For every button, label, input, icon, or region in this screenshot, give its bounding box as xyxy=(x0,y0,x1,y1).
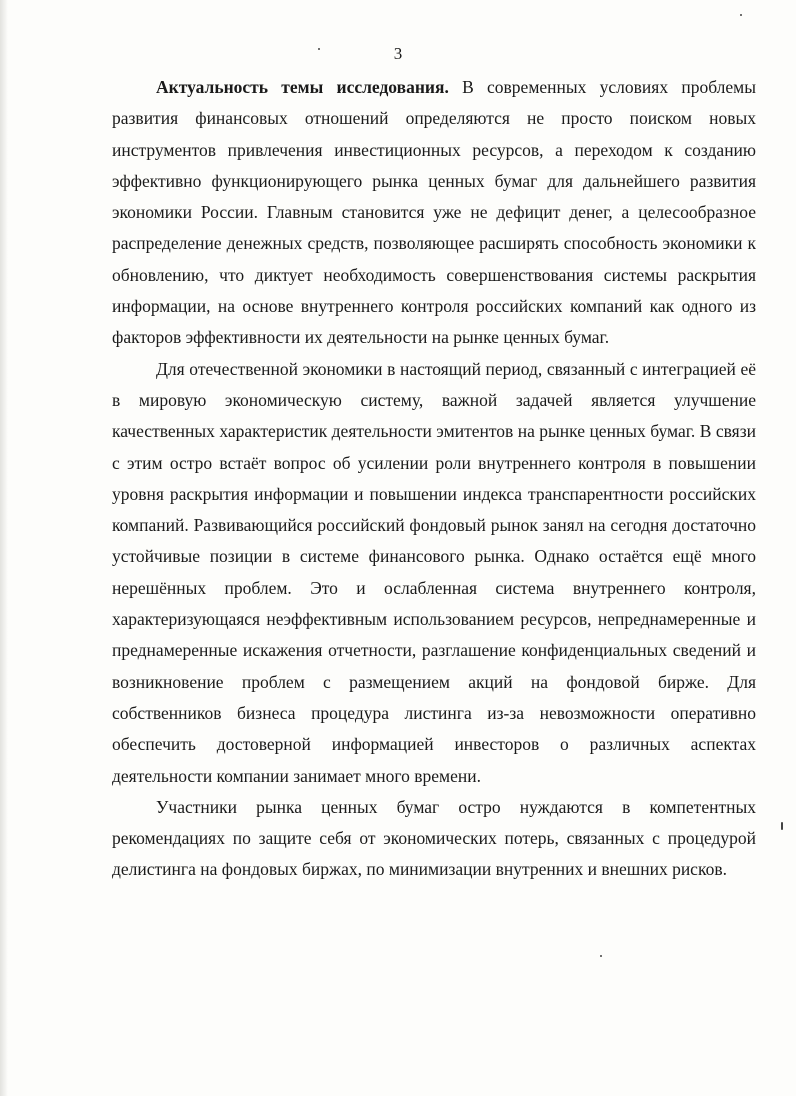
scan-speck xyxy=(600,955,602,957)
scan-edge-shadow xyxy=(0,0,8,1096)
paragraph-domestic-economy: Для отечественной экономики в настоящий период, связанный с интеграцией её в мировую экономическую систему, важной задачей является улучшение качественных характеристик деятельности эмитентов на рынке ценных бумаг. В связи с этим остро встаёт вопрос об усилении роли внутреннего контроля в повышении уровня раскрытия информации и повышении индекса транспарентности российских компаний. Развивающийся российский фондовый рынок занял на сегодня достаточно устойчивые позиции в системе финансового рынка. Однако остаётся ещё много нерешённых проблем. Это и ослабленная система внутреннего контроля, характеризующаяся неэффективным использованием ресурсов, непреднамеренные и преднамеренные искажения отчетности, разглашение конфиденциальных сведений и возникновение проблем с размещением акций на фондовой бирже. Для собственников бизнеса процедура листинга из-за невозможности оперативно обеспечить достоверной информацией инвесторов о различных аспектах деятельности компании занимает много времени. xyxy=(112,358,756,786)
paragraph-market-participants: Участники рынка ценных бумаг остро нуждаются в компетентных рекомендациях по защите себя от экономических потерь, связанных с процедурой делистинга на фондовых биржах, по минимизации внутренних и внешних рисков. xyxy=(112,796,756,880)
paragraph-relevance xyxy=(112,72,756,354)
document-body xyxy=(112,72,756,886)
section-lead-heading: Актуальность темы исследования. xyxy=(156,77,449,97)
page-number: 3 xyxy=(393,44,403,63)
scan-speck xyxy=(318,48,320,50)
paragraph-text: В современных условиях проблемы развития финансовых отношений определяются не просто поиском новых инструментов привлечения инвестиционных ресурсов, а переходом к созданию эффективно функционирующего рынка ценных бумаг для дальнейшего развития экономики России. Главным становится уже не дефицит денег, а целесообразное распределение денежных средств, позволяющее расширять способность экономики к обновлению, что диктует необходимость совершенствования системы раскрытия информации, на основе внутреннего контроля российских компаний как одного из факторов эффективности их деятельности на рынке ценных бумаг. xyxy=(112,77,756,348)
scan-speck xyxy=(740,14,742,16)
scan-speck xyxy=(781,822,783,830)
